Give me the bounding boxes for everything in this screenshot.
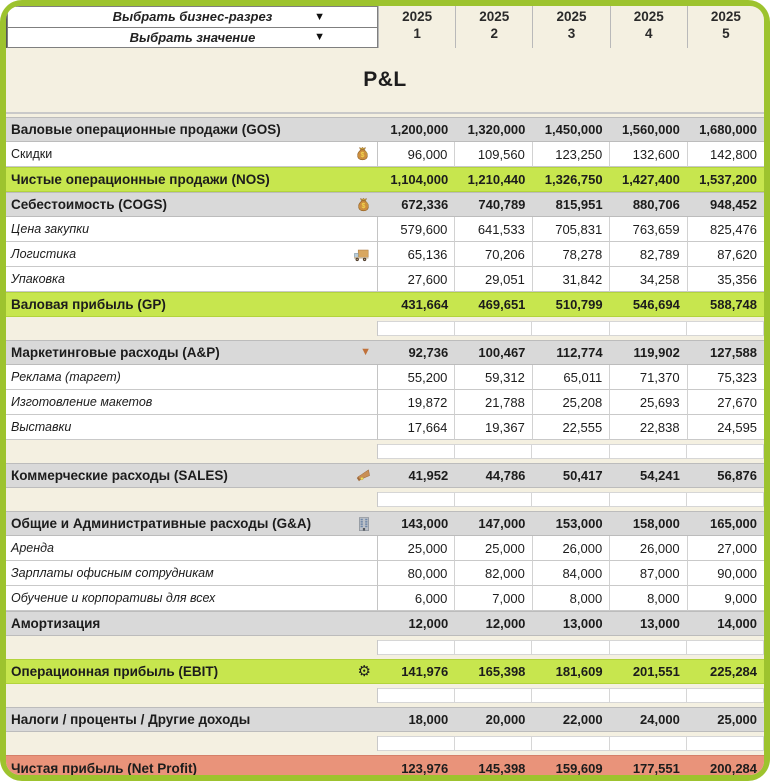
row-value-cell[interactable]: 14,000 [717, 616, 758, 631]
row-label-cell[interactable] [6, 612, 378, 635]
row-label-cell[interactable] [6, 464, 378, 487]
row-value-cell[interactable]: 50,417 [562, 468, 603, 483]
row-value-cell[interactable]: 9,000 [688, 586, 764, 611]
row-value-cell[interactable]: 431,664 [401, 297, 449, 312]
row-value-cell[interactable]: 201,551 [632, 664, 680, 679]
row-label-cell[interactable] [6, 168, 378, 191]
row-value-cell[interactable]: 1,450,000 [544, 122, 603, 137]
table-row [6, 242, 764, 267]
row-value-cell[interactable]: 127,588 [710, 345, 758, 360]
spacer-value-cell [532, 321, 609, 336]
header [6, 6, 764, 48]
gear-icon: ⚙ [357, 663, 371, 680]
table-row [6, 365, 764, 390]
spacer-value-cell [455, 736, 532, 751]
row-value-cell[interactable]: 27,670 [688, 390, 764, 415]
row-value-cell[interactable]: 763,659 [610, 217, 687, 242]
spacer-value-cell [378, 736, 455, 751]
spacer-value-cell [455, 444, 532, 459]
row-label: Упаковка [11, 272, 65, 286]
triangle-down-icon: ▼ [360, 346, 371, 358]
spacer-row [6, 492, 764, 507]
table-row [6, 267, 764, 292]
spacer-value-cell [687, 688, 764, 703]
row-value-cell[interactable]: 65,136 [378, 242, 455, 267]
value-dropdown-label: Выбрать значение [129, 29, 256, 45]
svg-text:$: $ [361, 202, 366, 210]
row-value-cell[interactable]: 96,000 [378, 142, 455, 167]
row-label-cell[interactable] [6, 242, 378, 267]
spacer-row [6, 444, 764, 459]
spacer-value-cell [532, 688, 609, 703]
row-label: Изготовление макетов [11, 395, 153, 409]
table-row [6, 586, 764, 611]
spacer-value-cell [378, 492, 455, 507]
spacer-value-cell [687, 444, 764, 459]
spacer-value-cell [378, 321, 455, 336]
row-value-cell[interactable]: 588,748 [710, 297, 758, 312]
row-value-cell[interactable]: 6,000 [378, 586, 455, 611]
table-row [6, 117, 764, 142]
row-label-cell[interactable] [6, 118, 378, 141]
spacer-value-cell [455, 492, 532, 507]
row-value-cell[interactable]: 24,000 [640, 712, 680, 727]
spacer-value-cell [455, 688, 532, 703]
row-label-cell[interactable] [6, 660, 378, 683]
row-label: Реклама (таргет) [11, 370, 121, 384]
row-label: Аренда [11, 541, 54, 555]
table-row [6, 511, 764, 536]
row-value-cell[interactable]: 165,398 [478, 664, 526, 679]
row-label: Коммерческие расходы (SALES) [11, 468, 228, 483]
table-row [6, 755, 764, 775]
table-row [6, 292, 764, 317]
row-label: Налоги / проценты / Другие доходы [11, 712, 251, 727]
row-value-cell[interactable]: 22,838 [610, 415, 687, 440]
row-label-cell[interactable] [6, 708, 378, 731]
row-value-cell[interactable]: 71,370 [610, 365, 687, 390]
period-number: 3 [567, 25, 576, 41]
spacer-value-cell [532, 444, 609, 459]
row-value-cell[interactable]: 123,250 [533, 142, 610, 167]
table-row [6, 217, 764, 242]
row-value-cell[interactable]: 948,452 [710, 197, 758, 212]
spacer-label-cell [6, 736, 378, 751]
row-value-cell[interactable]: 29,051 [455, 267, 532, 292]
row-label: Выставки [11, 420, 72, 434]
row-value-cell[interactable]: 19,872 [378, 390, 455, 415]
row-value-cell[interactable]: 740,789 [478, 197, 526, 212]
row-value-cell[interactable]: 17,664 [378, 415, 455, 440]
row-value-cell[interactable]: 145,398 [478, 760, 526, 775]
spacer-value-cell [532, 640, 609, 655]
row-label-cell[interactable] [6, 217, 378, 242]
row-value-cell[interactable]: 84,000 [533, 561, 610, 586]
period-header-2[interactable] [455, 6, 532, 48]
spacer-value-cell [610, 321, 687, 336]
table-row [6, 707, 764, 732]
business-slice-dropdown-label: Выбрать бизнес-разрез [112, 9, 273, 25]
row-value-cell[interactable]: 44,786 [485, 468, 526, 483]
row-label-cell[interactable] [6, 193, 378, 216]
row-label-cell[interactable] [6, 390, 378, 415]
building-icon [357, 515, 371, 532]
row-value-cell[interactable]: 26,000 [533, 536, 610, 561]
pl-table [6, 114, 764, 775]
row-value-cell[interactable]: 1,104,000 [390, 172, 449, 187]
row-label-cell[interactable] [6, 586, 378, 611]
row-label: Маркетинговые расходы (A&P) [11, 345, 220, 360]
period-number: 5 [722, 25, 730, 41]
table-row [6, 142, 764, 167]
spacer-row [6, 688, 764, 703]
row-value-cell[interactable]: 25,000 [378, 536, 455, 561]
sheet-area [6, 6, 764, 775]
row-label-cell[interactable] [6, 536, 378, 561]
row-value-cell[interactable]: 641,533 [455, 217, 532, 242]
row-value-cell[interactable]: 12,000 [408, 616, 449, 631]
period-number: 4 [644, 25, 653, 41]
row-value-cell[interactable]: 510,799 [555, 297, 603, 312]
business-slice-dropdown[interactable] [7, 6, 378, 28]
row-value-cell[interactable]: 18,000 [408, 712, 449, 727]
period-number: 1 [413, 25, 421, 41]
row-value-cell[interactable]: 825,476 [688, 217, 764, 242]
row-label-cell[interactable] [6, 561, 378, 586]
row-value-cell[interactable]: 92,736 [408, 345, 449, 360]
row-value-cell[interactable]: 55,200 [378, 365, 455, 390]
row-value-cell[interactable]: 705,831 [533, 217, 610, 242]
spacer-value-cell [687, 736, 764, 751]
chevron-down-icon: ▼ [314, 31, 325, 44]
row-value-cell[interactable]: 21,788 [455, 390, 532, 415]
period-year: 2025 [479, 9, 510, 24]
row-value-cell[interactable]: 25,000 [717, 712, 758, 727]
row-value-cell[interactable]: 142,800 [688, 142, 764, 167]
row-value-cell[interactable]: 1,320,000 [467, 122, 526, 137]
row-value-cell[interactable]: 26,000 [610, 536, 687, 561]
row-value-cell[interactable]: 13,000 [640, 616, 680, 631]
truck-icon [353, 246, 370, 263]
spacer-label-cell [6, 444, 378, 459]
row-value-cell[interactable]: 19,367 [455, 415, 532, 440]
spacer-label-cell [6, 321, 378, 336]
row-value-cell[interactable]: 78,278 [533, 242, 610, 267]
spacer-value-cell [687, 492, 764, 507]
row-label: Чистая прибыль (Net Profit) [11, 760, 197, 775]
row-label: Логистика [11, 247, 77, 261]
table-row [6, 611, 764, 636]
row-value-cell[interactable]: 31,842 [533, 267, 610, 292]
row-value-cell[interactable]: 80,000 [378, 561, 455, 586]
row-value-cell[interactable]: 880,706 [632, 197, 680, 212]
table-row [6, 192, 764, 217]
row-value-cell[interactable]: 82,789 [610, 242, 687, 267]
row-value-cell[interactable]: 90,000 [688, 561, 764, 586]
row-value-cell[interactable]: 22,000 [562, 712, 603, 727]
row-value-cell[interactable]: 159,609 [555, 760, 603, 775]
row-value-cell[interactable]: 112,774 [556, 345, 603, 360]
row-value-cell[interactable]: 132,600 [610, 142, 687, 167]
row-value-cell[interactable]: 82,000 [455, 561, 532, 586]
row-value-cell[interactable]: 672,336 [401, 197, 449, 212]
spacer-value-cell [378, 688, 455, 703]
page-title: P&L [363, 68, 407, 91]
row-value-cell[interactable]: 546,694 [632, 297, 680, 312]
row-label: Общие и Административные расходы (G&A) [11, 516, 312, 531]
row-value-cell[interactable]: 41,952 [408, 468, 449, 483]
row-label: Цена закупки [11, 222, 90, 236]
row-value-cell[interactable]: 65,011 [533, 365, 610, 390]
megaphone-icon [355, 467, 371, 484]
period-header-4[interactable] [610, 6, 687, 48]
spacer-label-cell [6, 688, 378, 703]
row-value-cell[interactable]: 1,560,000 [621, 122, 680, 137]
row-value-cell[interactable]: 75,323 [688, 365, 764, 390]
table-row [6, 561, 764, 586]
table-row [6, 340, 764, 365]
svg-text:$: $ [360, 152, 365, 160]
value-dropdown[interactable] [7, 28, 378, 49]
row-value-cell[interactable]: 119,902 [633, 345, 680, 360]
period-year: 2025 [402, 9, 433, 24]
row-value-cell[interactable]: 8,000 [533, 586, 610, 611]
row-value-cell[interactable]: 56,876 [717, 468, 758, 483]
spacer-value-cell [687, 640, 764, 655]
row-value-cell[interactable]: 59,312 [455, 365, 532, 390]
row-value-cell[interactable]: 147,000 [478, 516, 526, 531]
row-value-cell[interactable]: 7,000 [455, 586, 532, 611]
row-value-cell[interactable]: 35,356 [688, 267, 764, 292]
row-value-cell[interactable]: 24,595 [688, 415, 764, 440]
spacer-value-cell [378, 640, 455, 655]
row-value-cell[interactable]: 87,620 [688, 242, 764, 267]
row-label-cell[interactable] [6, 142, 378, 167]
row-value-cell[interactable]: 815,951 [555, 197, 603, 212]
row-value-cell[interactable]: 200,284 [710, 760, 758, 775]
row-label: Операционная прибыль (EBIT) [11, 664, 219, 679]
chevron-down-icon: ▼ [314, 10, 325, 23]
row-value-cell[interactable]: 579,600 [378, 217, 455, 242]
spacer-value-cell [532, 492, 609, 507]
period-year: 2025 [633, 9, 664, 24]
period-header-3[interactable] [532, 6, 609, 48]
spacer-value-cell [610, 444, 687, 459]
row-label: Чистые операционные продажи (NOS) [11, 172, 270, 187]
row-value-cell[interactable]: 1,427,400 [621, 172, 680, 187]
spacer-value-cell [610, 640, 687, 655]
period-year: 2025 [710, 9, 741, 24]
period-number: 2 [490, 25, 499, 41]
row-label-cell[interactable] [6, 512, 378, 535]
row-label: Валовая прибыль (GP) [11, 297, 166, 312]
row-value-cell[interactable]: 34,258 [610, 267, 687, 292]
money-bag-icon [356, 196, 371, 213]
row-value-cell[interactable]: 158,000 [632, 516, 680, 531]
spacer-value-cell [687, 321, 764, 336]
row-value-cell[interactable]: 141,976 [401, 664, 449, 679]
spacer-value-cell [455, 640, 532, 655]
row-value-cell[interactable]: 27,000 [688, 536, 764, 561]
row-value-cell[interactable]: 469,651 [478, 297, 526, 312]
table-row [6, 390, 764, 415]
row-value-cell[interactable]: 1,326,750 [544, 172, 603, 187]
spacer-value-cell [532, 736, 609, 751]
row-value-cell[interactable]: 1,537,200 [699, 172, 758, 187]
row-label-cell[interactable] [6, 267, 378, 292]
spacer-label-cell [6, 492, 378, 507]
spacer-row [6, 640, 764, 655]
row-value-cell[interactable]: 25,693 [610, 390, 687, 415]
period-column-headers [378, 6, 764, 48]
table-row [6, 659, 764, 684]
row-value-cell[interactable]: 87,000 [610, 561, 687, 586]
row-value-cell[interactable]: 8,000 [610, 586, 687, 611]
row-label-cell[interactable] [6, 415, 378, 440]
row-label-cell[interactable] [6, 756, 378, 775]
row-value-cell[interactable]: 100,467 [478, 345, 526, 360]
title-band [6, 48, 764, 114]
money-bag-icon [355, 146, 370, 163]
spacer-value-cell [378, 444, 455, 459]
row-value-cell[interactable]: 177,551 [632, 760, 680, 775]
period-header-1[interactable] [378, 6, 455, 48]
row-value-cell[interactable]: 12,000 [485, 616, 526, 631]
row-label: Зарплаты офисным сотрудникам [11, 566, 214, 580]
row-value-cell[interactable]: 54,241 [640, 468, 680, 483]
row-value-cell[interactable]: 153,000 [555, 516, 603, 531]
row-value-cell[interactable]: 181,609 [555, 664, 603, 679]
spacer-label-cell [6, 640, 378, 655]
row-label: Скидки [11, 147, 53, 161]
row-value-cell[interactable]: 22,555 [533, 415, 610, 440]
period-header-5[interactable] [687, 6, 764, 48]
row-value-cell[interactable]: 70,206 [455, 242, 532, 267]
row-value-cell[interactable]: 1,680,000 [699, 122, 758, 137]
row-label: Амортизация [11, 616, 101, 631]
spacer-value-cell [610, 736, 687, 751]
row-value-cell[interactable]: 25,208 [533, 390, 610, 415]
table-row [6, 167, 764, 192]
row-value-cell[interactable]: 225,284 [710, 664, 758, 679]
table-row [6, 463, 764, 488]
row-label-cell[interactable] [6, 341, 378, 364]
row-value-cell[interactable]: 25,000 [455, 536, 532, 561]
row-value-cell[interactable]: 143,000 [401, 516, 449, 531]
row-value-cell[interactable]: 109,560 [455, 142, 532, 167]
spacer-value-cell [610, 492, 687, 507]
row-value-cell[interactable]: 13,000 [562, 616, 603, 631]
row-label: Валовые операционные продажи (GOS) [11, 122, 281, 137]
spacer-value-cell [610, 688, 687, 703]
row-value-cell[interactable]: 165,000 [710, 516, 758, 531]
spacer-row [6, 321, 764, 336]
row-value-cell[interactable]: 20,000 [485, 712, 526, 727]
row-label-cell[interactable] [6, 365, 378, 390]
period-year: 2025 [556, 9, 587, 24]
table-row [6, 415, 764, 440]
spacer-value-cell [455, 321, 532, 336]
row-label: Обучение и корпоративы для всех [11, 591, 216, 605]
table-row [6, 536, 764, 561]
spacer-row [6, 736, 764, 751]
row-value-cell[interactable]: 27,600 [378, 267, 455, 292]
row-label-cell[interactable] [6, 293, 378, 316]
filter-panel [6, 6, 378, 48]
row-label: Себестоимость (COGS) [11, 197, 168, 212]
row-value-cell[interactable]: 123,976 [401, 760, 449, 775]
row-value-cell[interactable]: 1,200,000 [390, 122, 449, 137]
row-value-cell[interactable]: 1,210,440 [467, 172, 526, 187]
